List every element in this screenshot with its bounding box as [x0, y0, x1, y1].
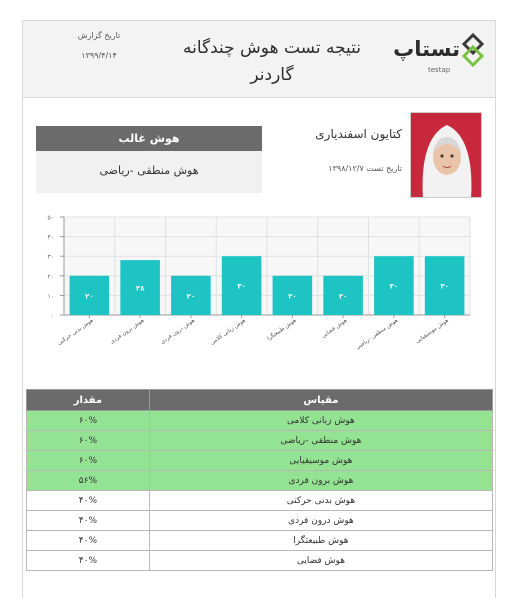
x-tick-label: هوش زبانی کلامی: [209, 317, 247, 347]
bar-value-label: ۳۰: [440, 282, 449, 291]
student-photo: [410, 112, 482, 198]
y-tick-label: ۵۰: [47, 214, 54, 222]
x-tick-label: هوش منطقی -ریاضی: [354, 317, 400, 352]
value-cell: ۶۰%: [27, 451, 150, 471]
dominant-intelligence-value: هوش منطقی -ریاضی: [36, 151, 262, 193]
column-header-scale: مقیاس: [149, 390, 492, 411]
student-name: کتایون اسفندیاری: [315, 127, 402, 141]
y-tick-label: ۰: [50, 312, 54, 320]
scale-cell: هوش موسیقیایی: [149, 451, 492, 471]
y-tick-label: ۱۰: [47, 292, 54, 300]
logo-text: تستاپ: [393, 37, 460, 61]
x-tick-label: هوش درون فردی: [159, 317, 197, 346]
value-cell: ۵۶%: [27, 471, 150, 491]
bar-value-label: ۲۰: [338, 292, 348, 301]
x-tick-label: هوش طبیعتگرا: [266, 317, 298, 343]
table-row: [27, 491, 493, 511]
intelligence-bar-chart: [30, 208, 480, 373]
scale-cell: هوش طبیعتگرا: [149, 531, 492, 551]
page-title: نتیجه تست هوش چندگانه گاردنر: [182, 38, 362, 85]
report-header: [23, 21, 495, 98]
report-date-value: ۱۳۹۹/۴/۱۴: [81, 51, 117, 60]
table-row: [27, 451, 493, 471]
bar-value-label: ۲۰: [288, 292, 297, 301]
table-header-row: [27, 390, 493, 411]
dominant-intelligence-title: هوش غالب: [36, 126, 262, 151]
x-tick-label: هوش فضایی: [320, 317, 349, 340]
bar-value-label: ۳۰: [237, 282, 246, 291]
student-photo-image: [411, 113, 482, 198]
x-tick-label: هوش موسیقیایی: [414, 317, 450, 345]
bar-value-label: ۲۸: [135, 284, 145, 293]
scale-cell: هوش بدنی حرکتی: [149, 491, 492, 511]
value-cell: ۴۰%: [27, 531, 150, 551]
y-tick-label: ۲۰: [47, 273, 54, 281]
y-tick-label: ۴۰: [47, 234, 54, 242]
scale-cell: هوش زبانی کلامی: [149, 411, 492, 431]
scale-cell: هوش منطقی -ریاضی: [149, 431, 492, 451]
scale-cell: هوش برون فردی: [149, 471, 492, 491]
test-date: تاریخ تست ۱۳۹۸/۱۲/۷: [328, 164, 402, 173]
scale-cell: هوش درون فردی: [149, 511, 492, 531]
table-row: [27, 511, 493, 531]
scale-cell: هوش فضایی: [149, 551, 492, 571]
table-row: [27, 471, 493, 491]
scores-table: [26, 389, 493, 571]
value-cell: ۴۰%: [27, 511, 150, 531]
logo-subtext: testap: [428, 66, 451, 74]
x-tick-label: هوش بدنی حرکتی: [56, 317, 95, 347]
value-cell: ۴۰%: [27, 491, 150, 511]
table-row: [27, 431, 493, 451]
y-tick-label: ۳۰: [47, 253, 54, 261]
value-cell: ۶۰%: [27, 431, 150, 451]
report-date-label: تاریخ گزارش: [77, 31, 121, 40]
table-row: [27, 531, 493, 551]
bar-value-label: ۲۰: [186, 292, 196, 301]
column-header-value: مقدار: [27, 390, 150, 411]
x-tick-label: هوش برون فردی: [109, 317, 146, 346]
logo-diamond-icon: [458, 33, 488, 67]
table-row: [27, 411, 493, 431]
bar-value-label: ۲۰: [85, 292, 94, 301]
table-row: [27, 551, 493, 571]
value-cell: ۴۰%: [27, 551, 150, 571]
value-cell: ۶۰%: [27, 411, 150, 431]
bar-value-label: ۳۰: [389, 282, 399, 291]
testap-logo: [393, 29, 488, 81]
